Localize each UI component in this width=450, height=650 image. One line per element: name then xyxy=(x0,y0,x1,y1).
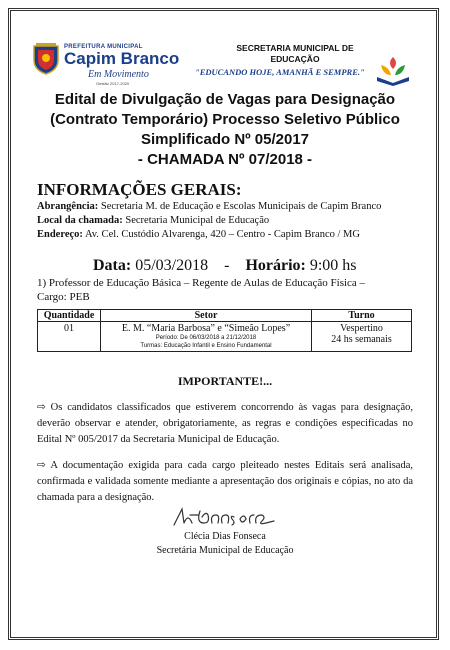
logo-gestao: Gestão 2017-2020 xyxy=(96,81,130,86)
paragraph-2-text: A documentação exigida para cada cargo pleiteado nestes Editais será analisada, confirmada e validada somente mediante a apresentação dos originais e cópias, no ato da chamada para a designação. xyxy=(37,460,413,503)
handwritten-signature xyxy=(170,503,280,531)
position-line-2: Cargo: PEB xyxy=(37,291,90,303)
setor-escolas: E. M. “Maria Barbosa” e “Simeão Lopes” xyxy=(121,323,291,334)
data-label: Data: xyxy=(93,257,132,274)
local-value: Secretaria Municipal de Educação xyxy=(125,215,270,226)
info-block xyxy=(37,200,432,242)
important-paragraph-1 xyxy=(37,400,413,448)
paragraph-1-text: Os candidatos classificados que estiverem concorrendo às vagas para designação, deverão observar e atender, obrigatoriamente, as regras e condições especificadas no Edital Nº 005/2017 da Secretaria Municipal de Educação. xyxy=(37,402,413,445)
coat-of-arms-icon xyxy=(30,42,62,76)
position-description xyxy=(37,276,432,304)
prefeitura-logo xyxy=(30,40,190,90)
cell-setor xyxy=(101,322,312,352)
cell-turno xyxy=(312,322,412,352)
setor-turmas: Turmas: Educação Infantil e Ensino Fundamental xyxy=(140,343,272,349)
turno-carga: 24 hs semanais xyxy=(331,334,392,345)
info-heading: INFORMAÇÕES GERAIS: xyxy=(37,180,242,199)
table-header-row xyxy=(38,310,412,322)
endereco-value: Av. Cel. Custódio Alvarenga, 420 – Centro - Capim Branco / MG xyxy=(84,229,360,240)
signer-role: Secretária Municipal de Educação xyxy=(156,545,294,556)
important-paragraph-2 xyxy=(37,458,413,506)
horario-label: Horário: xyxy=(245,257,306,274)
logo-name: Capim Branco xyxy=(64,49,180,68)
header-quantidade: Quantidade xyxy=(38,310,101,322)
signer-name: Clécia Dias Fonseca xyxy=(184,531,266,542)
schedule-line xyxy=(93,257,357,275)
endereco-label: Endereço: xyxy=(37,229,83,240)
logo-prefeitura-text: PREFEITURA MUNICIPAL xyxy=(64,44,143,50)
education-logo-icon xyxy=(373,53,413,87)
signer-block xyxy=(0,530,450,558)
title-line-4: - CHAMADA Nº 07/2018 - xyxy=(137,151,313,168)
schedule-separator: - xyxy=(224,257,230,274)
setor-periodo: Período: De 06/03/2018 a 21/12/2018 xyxy=(155,335,257,341)
secretaria-slogan: "EDUCANDO HOJE, AMANHÃ E SEMPRE." xyxy=(195,67,365,77)
header-setor: Setor xyxy=(101,310,312,322)
secretaria-title: SECRETARIA MUNICIPAL DE EDUCAÇÃO xyxy=(236,43,354,64)
secretaria-header xyxy=(195,43,425,88)
data-value: 05/03/2018 xyxy=(135,257,209,274)
edital-title xyxy=(20,90,430,170)
local-label: Local da chamada: xyxy=(37,215,123,226)
arrow-icon: ⇨ xyxy=(37,460,46,471)
cell-quantidade: 01 xyxy=(38,322,101,352)
title-line-3: Simplificado Nº 05/2017 xyxy=(140,131,310,148)
arrow-icon: ⇨ xyxy=(37,402,46,413)
turno-periodo: Vespertino xyxy=(340,323,383,334)
abrangencia-label: Abrangência: xyxy=(37,201,99,212)
abrangencia-value: Secretaria M. de Educação e Escolas Municipais de Capim Branco xyxy=(100,201,382,212)
position-line-1: 1) Professor de Educação Básica – Regente de Aulas de Educação Física – xyxy=(37,277,366,289)
horario-value: 9:00 hs xyxy=(309,257,357,274)
important-heading: IMPORTANTE!... xyxy=(177,374,273,388)
header-turno: Turno xyxy=(312,310,412,322)
logo-motto: Em Movimento xyxy=(88,69,149,80)
title-line-1: Edital de Divulgação de Vagas para Designação xyxy=(54,91,396,108)
title-line-2: (Contrato Temporário) Processo Seletivo Público xyxy=(50,111,400,128)
table-row xyxy=(38,322,412,352)
vagas-table xyxy=(37,309,412,352)
